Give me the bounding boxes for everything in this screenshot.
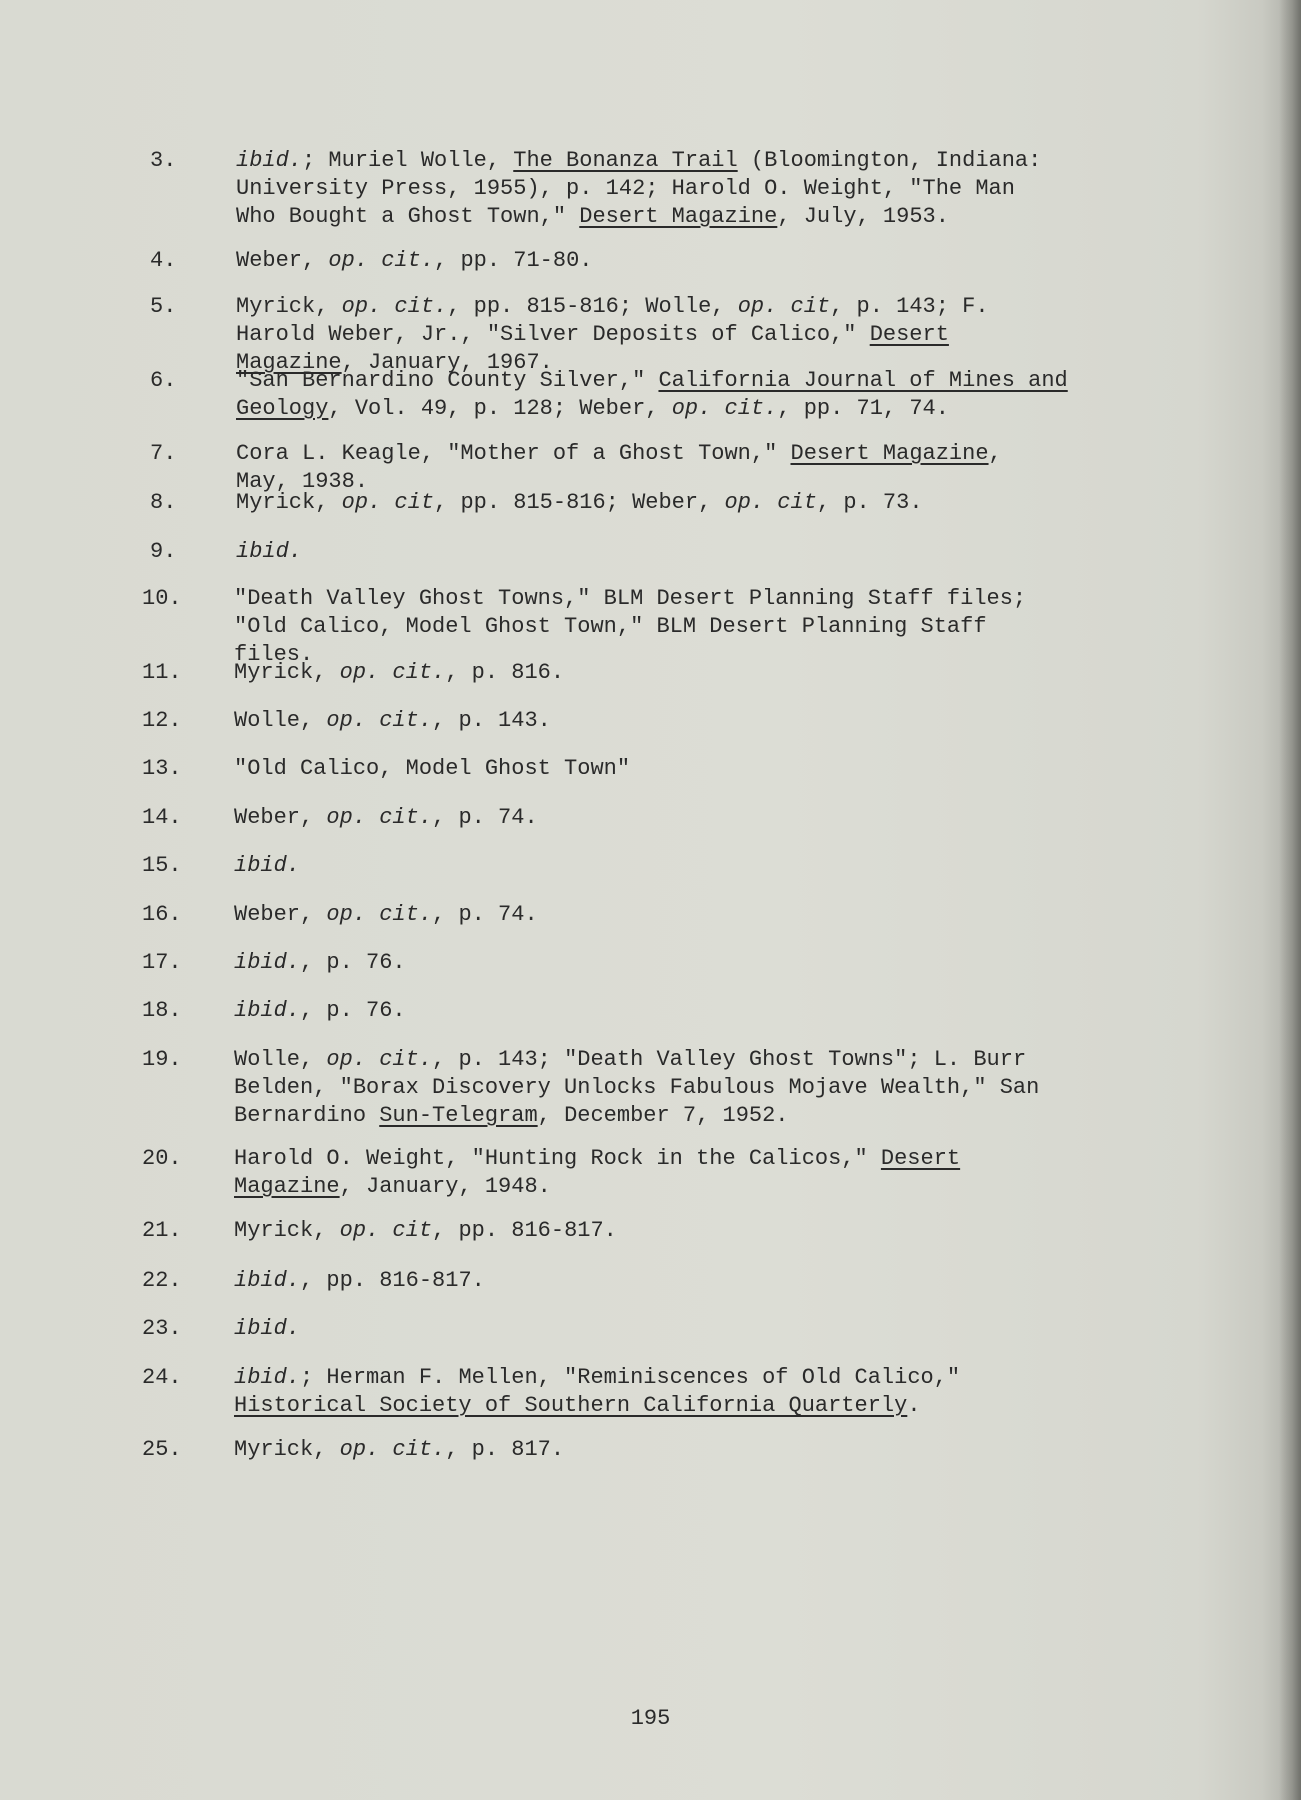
citation-abbreviation: ibid.: [234, 1365, 301, 1390]
citation-text: Wolle,: [234, 708, 327, 733]
footnote-text: [236, 247, 1066, 275]
footnote-4: [150, 247, 1270, 275]
cited-title: Desert Magazine: [790, 441, 989, 466]
footnote-text: [234, 1145, 1064, 1201]
footnote-18: [142, 997, 1270, 1025]
citation-text: , p. 73.: [816, 490, 923, 515]
footnote-16: [142, 901, 1270, 929]
citation-text: , p. 74.: [432, 902, 538, 927]
citation-abbreviation: op. cit: [724, 490, 817, 515]
citation-text: , p. 817.: [445, 1437, 565, 1462]
citation-abbreviation: op. cit.: [341, 294, 448, 319]
footnote-text: [236, 367, 1116, 423]
footnote-text: [234, 707, 1064, 735]
footnote-number: 13.: [142, 756, 182, 781]
footnote-number: 5.: [150, 294, 177, 319]
citation-text: Wolle,: [234, 1047, 327, 1072]
citation-text: Weber,: [234, 902, 327, 927]
footnote-number: 14.: [142, 805, 182, 830]
citation-abbreviation: ibid.: [236, 148, 303, 173]
page-edge-shadow: [1279, 0, 1301, 1800]
footnote-number: 21.: [142, 1218, 182, 1243]
citation-text: , pp. 815-816; Weber,: [434, 490, 725, 515]
footnote-number: 3.: [150, 148, 177, 173]
footnote-number: 6.: [150, 368, 177, 393]
footnote-5: [150, 293, 1270, 377]
footnote-25: [142, 1436, 1270, 1464]
footnote-11: [142, 659, 1270, 687]
footnote-number: 8.: [150, 490, 177, 515]
footnote-20: [142, 1145, 1270, 1201]
citation-text: , pp. 816-817.: [432, 1218, 617, 1243]
footnote-17: [142, 949, 1270, 977]
citation-text: .: [907, 1393, 921, 1418]
citation-text: , p. 74.: [432, 805, 538, 830]
citation-abbreviation: op. cit.: [339, 660, 446, 685]
citation-abbreviation: op. cit: [341, 490, 435, 515]
citation-abbreviation: op. cit.: [326, 1047, 433, 1072]
footnote-number: 7.: [150, 441, 177, 466]
citation-text: (Bloomington, Indiana: University Press, 1955), p. 142; Harold O. Weight, "The Man Who Bought a Ghost Town,": [236, 148, 1042, 229]
cited-title: California Journal of Mines and Geology: [236, 368, 1068, 421]
footnote-number: 11.: [142, 660, 182, 685]
footnote-text: [236, 440, 1066, 496]
cited-title: Desert Magazine: [234, 1146, 961, 1199]
citation-abbreviation: op. cit.: [326, 805, 433, 830]
footnote-23: [142, 1315, 1270, 1343]
footnote-text: [234, 804, 1064, 832]
footnote-number: 25.: [142, 1437, 182, 1462]
footnote-text: [234, 585, 1034, 669]
footnote-text: [236, 147, 1066, 231]
citation-text: Myrick,: [234, 1437, 340, 1462]
footnote-number: 19.: [142, 1047, 182, 1072]
footnote-21: [142, 1217, 1270, 1245]
footnote-14: [142, 804, 1270, 832]
citation-text: "San Bernardino County Silver,": [236, 368, 659, 393]
citation-text: , pp. 71-80.: [434, 248, 593, 273]
citation-text: Weber,: [236, 248, 329, 273]
footnote-text: [234, 901, 1064, 929]
citation-abbreviation: op. cit.: [339, 1437, 446, 1462]
footnote-10: [142, 585, 1270, 669]
footnote-text: [236, 293, 1066, 377]
footnote-12: [142, 707, 1270, 735]
citation-text: , p. 76.: [300, 950, 406, 975]
footnote-text: [236, 489, 1066, 517]
citation-text: , May, 1938.: [236, 441, 1002, 494]
footnote-text: [234, 1364, 1064, 1420]
footnote-number: 16.: [142, 902, 182, 927]
citation-abbreviation: op. cit.: [328, 248, 435, 273]
footnote-text: [234, 1267, 1064, 1295]
footnote-number: 9.: [150, 539, 177, 564]
cited-title: The Bonanza Trail: [513, 148, 738, 173]
citation-text: ; Muriel Wolle,: [302, 148, 514, 173]
footnote-3: [150, 147, 1270, 231]
citation-text: , p. 143; "Death Valley Ghost Towns"; L. Burr Belden, "Borax Discovery Unlocks Fabulous Mojave Wealth," San Bernardino: [234, 1047, 1040, 1128]
footnote-text: [234, 1217, 1064, 1245]
footnote-number: 17.: [142, 950, 182, 975]
footnote-text: [236, 538, 1066, 566]
citation-text: , January, 1967.: [341, 350, 553, 375]
footnote-number: 24.: [142, 1365, 182, 1390]
citation-text: ; Herman F. Mellen, "Reminiscences of Old Calico,": [300, 1365, 961, 1390]
citation-abbreviation: op. cit: [339, 1218, 433, 1243]
footnote-text: [234, 852, 1064, 880]
cited-title: Desert Magazine: [579, 204, 778, 229]
citation-abbreviation: op. cit: [737, 294, 831, 319]
footnote-13: [142, 755, 1270, 783]
citation-text: , January, 1948.: [339, 1174, 551, 1199]
page-number: 195: [630, 1706, 671, 1731]
citation-text: , p. 143; F. Harold Weber, Jr., "Silver Deposits of Calico,": [236, 294, 989, 347]
citation-text: Cora L. Keagle, "Mother of a Ghost Town,": [236, 441, 791, 466]
citation-text: "Death Valley Ghost Towns," BLM Desert Planning Staff files; "Old Calico, Model Ghost Town," BLM Desert Planning Staff files.: [234, 586, 1027, 667]
citation-abbreviation: ibid.: [234, 1316, 301, 1341]
footnote-6: [150, 367, 1270, 423]
footnote-text: [234, 659, 1064, 687]
citation-text: "Old Calico, Model Ghost Town": [234, 756, 631, 781]
footnote-9: [150, 538, 1270, 566]
citation-text: , p. 143.: [432, 708, 551, 733]
citation-text: , p. 76.: [300, 998, 406, 1023]
citation-text: Myrick,: [236, 490, 342, 515]
footnote-24: [142, 1364, 1270, 1420]
citation-abbreviation: op. cit.: [671, 396, 778, 421]
footnote-number: 22.: [142, 1268, 182, 1293]
cited-title: Sun-Telegram: [379, 1103, 538, 1128]
citation-text: , December 7, 1952.: [537, 1103, 789, 1128]
footnote-number: 18.: [142, 998, 182, 1023]
footnote-number: 20.: [142, 1146, 182, 1171]
citation-text: , p. 816.: [445, 660, 565, 685]
footnote-text: [234, 1046, 1064, 1130]
footnote-number: 12.: [142, 708, 182, 733]
citation-text: , pp. 816-817.: [300, 1268, 485, 1293]
footnote-number: 15.: [142, 853, 182, 878]
footnote-number: 4.: [150, 248, 177, 273]
footnote-22: [142, 1267, 1270, 1295]
footnote-text: [234, 1436, 1064, 1464]
footnote-number: 10.: [142, 586, 182, 611]
citation-abbreviation: ibid.: [236, 539, 303, 564]
footnote-text: [234, 997, 1064, 1025]
footnote-text: [234, 1315, 1064, 1343]
citation-text: Myrick,: [234, 660, 340, 685]
citation-abbreviation: ibid.: [234, 1268, 301, 1293]
citation-text: Weber,: [234, 805, 327, 830]
citation-abbreviation: op. cit.: [326, 902, 433, 927]
citation-text: Harold O. Weight, "Hunting Rock in the Calicos,": [234, 1146, 881, 1171]
citation-text: Myrick,: [234, 1218, 340, 1243]
cited-title: Historical Society of Southern California Quarterly: [234, 1393, 908, 1418]
citation-abbreviation: ibid.: [234, 950, 301, 975]
citation-text: , Vol. 49, p. 128; Weber,: [328, 396, 672, 421]
citation-text: , July, 1953.: [777, 204, 949, 229]
footnote-19: [142, 1046, 1270, 1130]
footnote-number: 23.: [142, 1316, 182, 1341]
citation-abbreviation: ibid.: [234, 853, 301, 878]
cited-title: Desert Magazine: [236, 322, 949, 375]
footnote-15: [142, 852, 1270, 880]
citation-abbreviation: op. cit.: [326, 708, 433, 733]
footnote-7: [150, 440, 1270, 496]
citation-text: , pp. 71, 74.: [777, 396, 949, 421]
footnote-8: [150, 489, 1270, 517]
footnote-text: [234, 755, 1064, 783]
citation-text: , pp. 815-816; Wolle,: [447, 294, 738, 319]
citation-text: Myrick,: [236, 294, 342, 319]
footnote-text: [234, 949, 1064, 977]
citation-abbreviation: ibid.: [234, 998, 301, 1023]
